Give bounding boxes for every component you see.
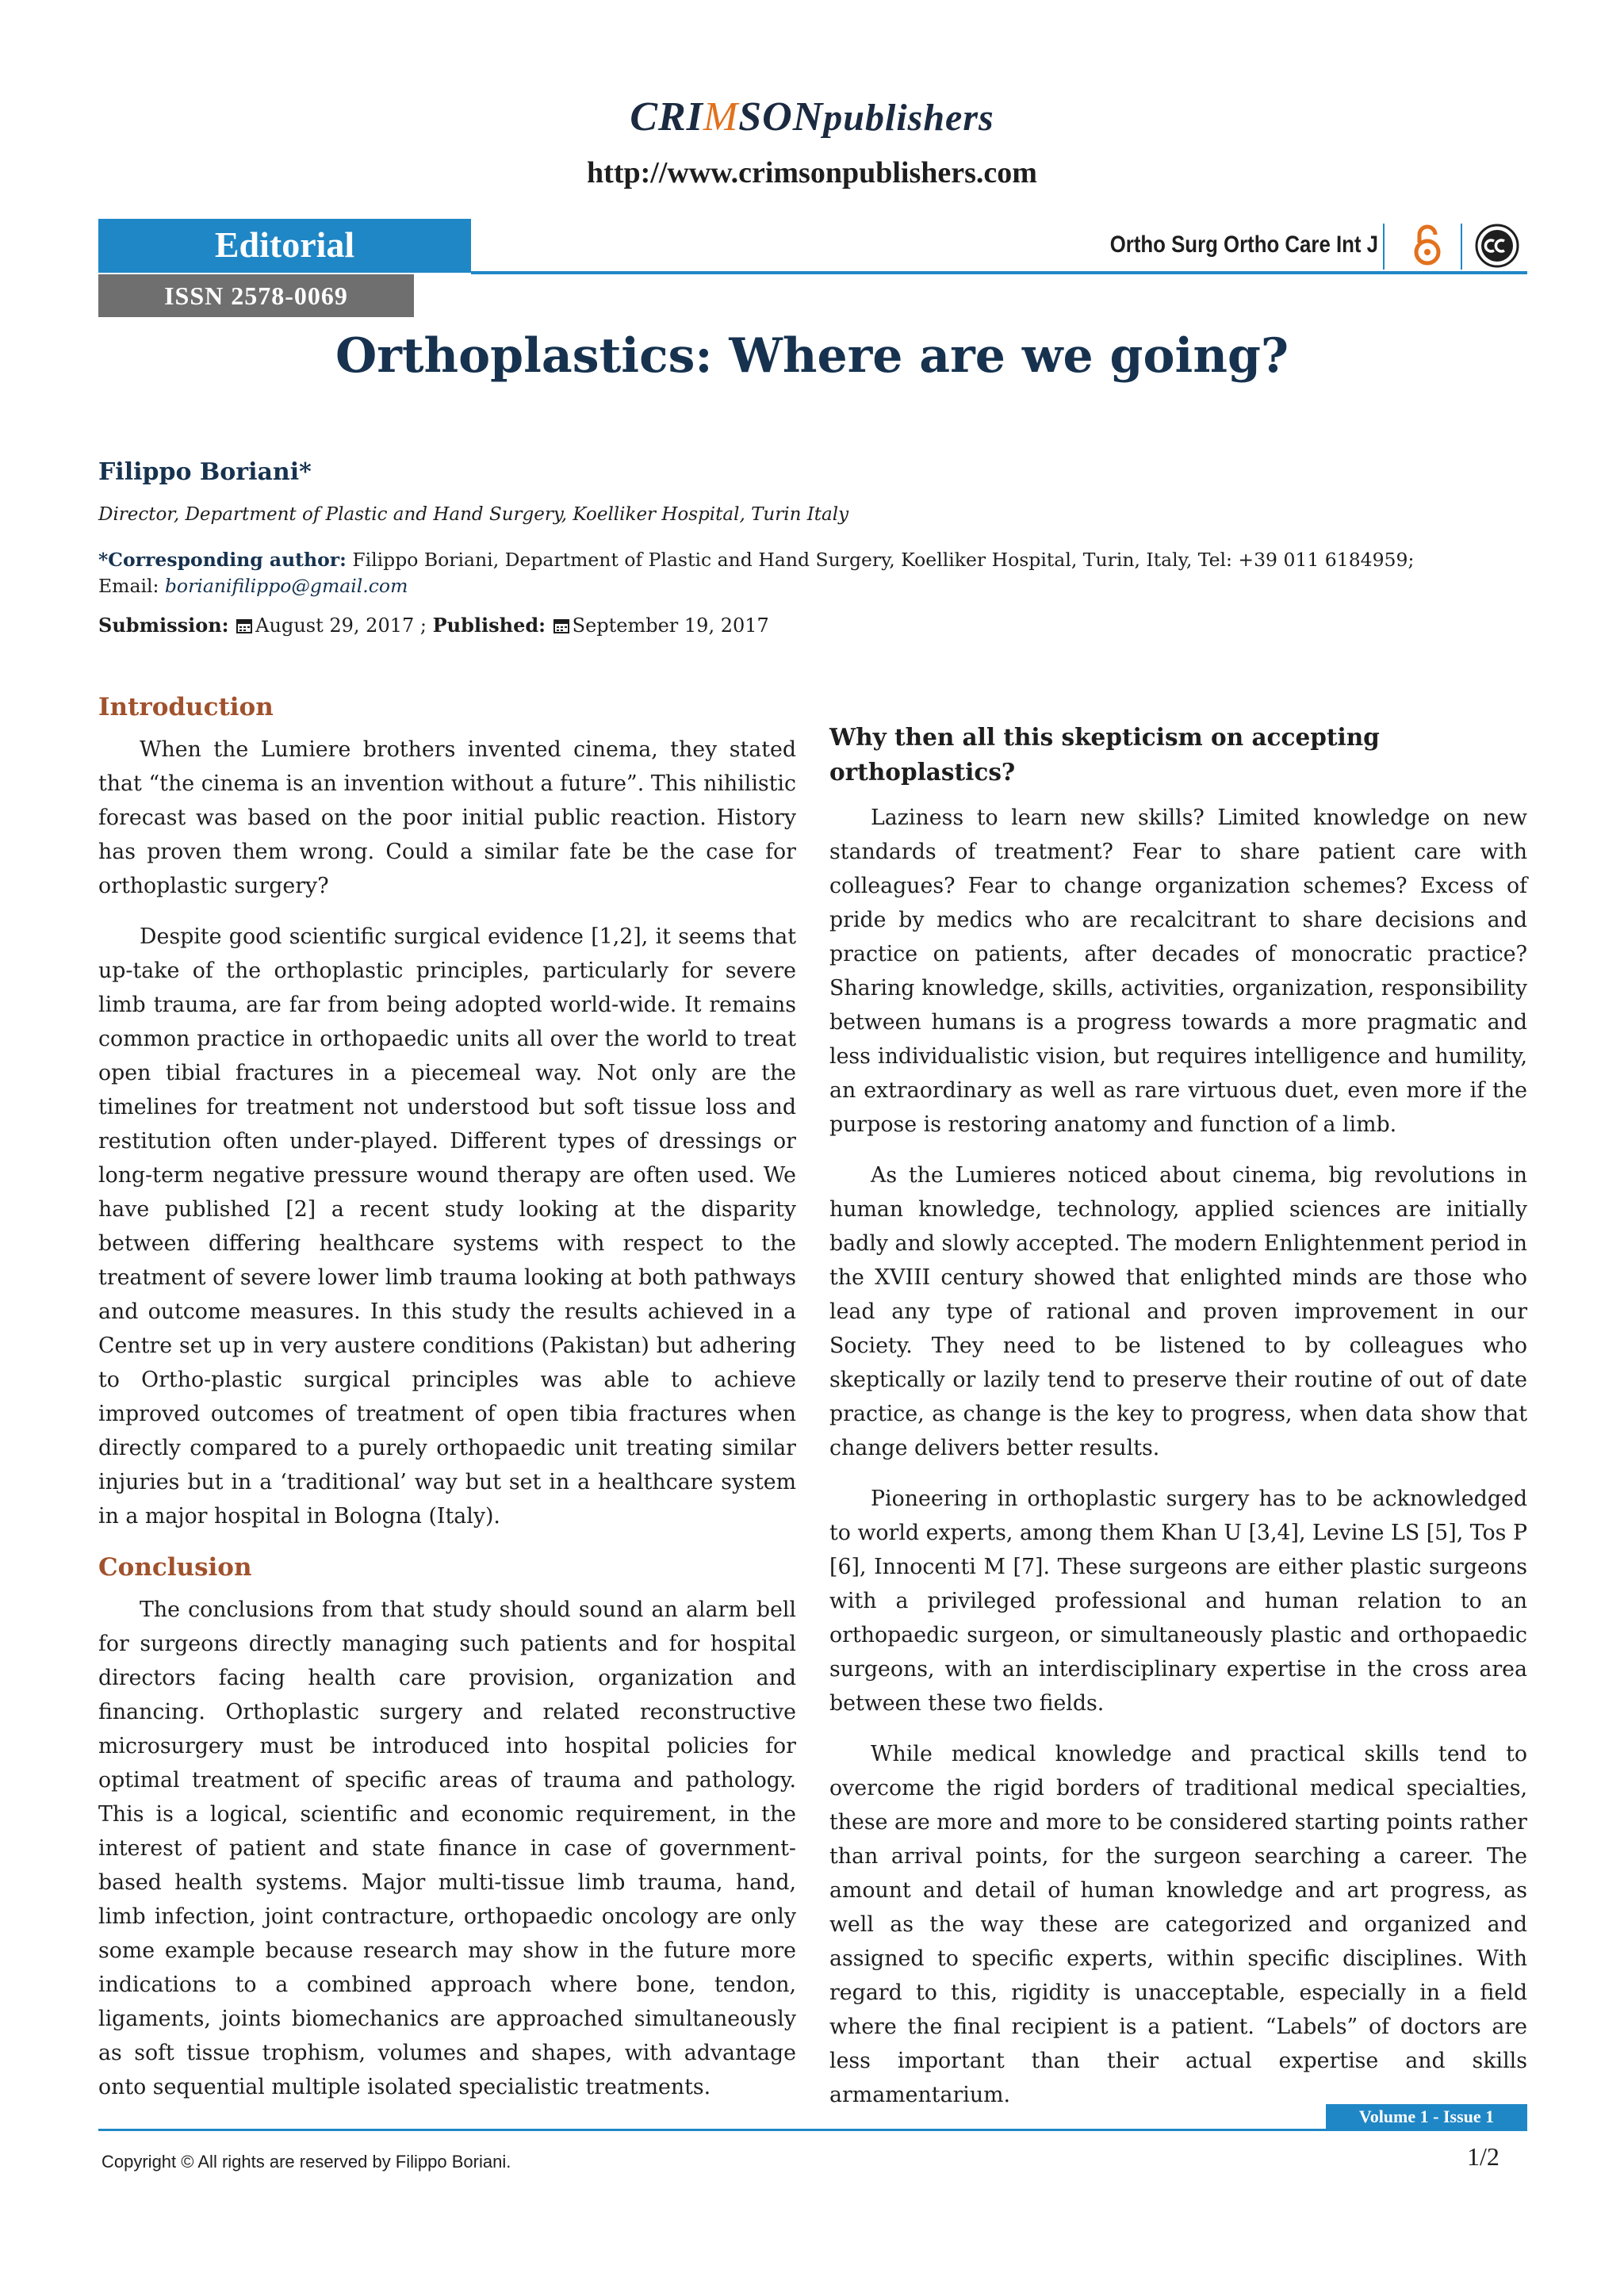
submission-date: August 29, 2017 [255,614,415,637]
date-separator: ; [414,614,433,637]
skepticism-paragraph-1: Laziness to learn new skills? Limited knowledge on new standards of treatment? Fear to share patient care with colleagues? Fear to change organization schemes? Excess of pride by medics who are recalcitrant to share decisions and practice on patients, after decades of monocratic practice? Sharing knowledge, skills, activities, organization, responsibility between humans is a progress towards a more pragmatic and less individualistic vision, but requires intelligence and humility, an extraordinary as well as rare virtuous duet, even more if the purpose is restoring anatomy and function of a limb. [829,806,1527,1137]
header-divider [471,271,1527,274]
introduction-heading: Introduction [98,693,274,721]
header-separator [1383,224,1385,270]
author-affiliation: Director, Department of Plastic and Hand Surgery, Koelliker Hospital, Turin Italy [98,504,849,525]
header-separator [1461,224,1462,270]
email-label: Email: [98,575,165,597]
left-column [98,690,796,2121]
brand-text-cri: CRI [630,94,703,140]
calendar-icon [236,618,252,633]
article-type-label: Editorial [98,219,471,273]
author-name: Filippo Boriani* [98,458,312,486]
published-date: September 19, 2017 [572,614,769,637]
article-title: Orthoplastics: Where are we going? [335,328,1289,384]
brand-text-son: SON [738,94,824,140]
publisher-logo [0,94,1624,140]
skepticism-paragraph-2: As the Lumieres noticed about cinema, big revolutions in human knowledge, technology, applied sciences are initially badly and slowly accepted. The modern Enlightenment period in the XVIII century showed that enlighted minds are those who lead any type of rational and proven improvement in our Society. They need to be listened to by colleagues who skeptically or lazily tend to preserve their routine of out of date practice, as change is the key to progress, when data show that change delivers better results. [829,1163,1527,1460]
skepticism-paragraph-3: Pioneering in orthoplastic surgery has to be acknowledged to world experts, among them Khan U [3,4], Levine LS [5], Tos P [6], Innocenti M [7]. These surgeons are either plastic surgeons with a privileged professional and human relation to an orthopaedic surgeon, or simultaneously plastic and orthopaedic surgeons, with an interdisciplinary expertise in the cross area between these two fields. [829,1487,1527,1716]
calendar-icon [553,618,569,633]
email-link[interactable]: borianifilippo@gmail.com [164,575,408,597]
dates-line [98,614,769,637]
copyright-notice: Copyright © All rights are reserved by Filippo Boriani. [102,2152,511,2172]
corresponding-author-block [98,547,1526,599]
creative-commons-icon[interactable] [1475,224,1519,268]
published-label: Published: [432,614,546,637]
skepticism-heading: Why then all this skepticism on accepting orthoplastics? [829,723,1380,786]
intro-paragraph-1: When the Lumiere brothers invented cinema, they stated that “the cinema is an invention without a future”. This nihilistic forecast was based on the poor initial public reaction. History has proven them wrong. Could a similar fate be the case for orthoplastic surgery? [98,737,796,898]
right-column [829,720,1527,2129]
submission-label: Submission: [98,614,229,637]
issn-label: ISSN 2578-0069 [98,274,414,317]
volume-issue-label: Volume 1 - Issue 1 [1326,2104,1527,2130]
corresponding-author-label: *Corresponding author: [98,549,347,571]
brand-text-m: M [703,94,739,140]
corresponding-author-details: Filippo Boriani, Department of Plastic and Hand Surgery, Koelliker Hospital, Turin, Italy, Tel: +39 011 6184959; [346,549,1415,571]
skepticism-paragraph-4: While medical knowledge and practical skills tend to overcome the rigid borders of traditional medical specialties, these are more and more to be considered starting points rather than arrival points, for the surgeon searching a career. The amount and detail of human knowledge and art progress, as well as the way these are categorized and organized and assigned to specific experts, within specific disciplines. With regard to this, rigidity is unacceptable, especially in a field where the final recipient is a patient. “Labels” of doctors are less important than their actual expertise and skills armamentarium. [829,1742,1527,2107]
page-number: 1/2 [1467,2142,1500,2171]
footer-divider [98,2129,1527,2131]
journal-abbreviation: Ortho Surg Ortho Care Int J [1109,232,1378,258]
open-access-icon[interactable] [1408,222,1446,268]
conclusion-paragraph-1: The conclusions from that study should sound an alarm bell for surgeons directly managing such patients and for hospital directors facing health care provision, organization and financing. Orthoplastic surgery and related reconstructive microsurgery must be introduced into hospital policies for optimal treatment of specific areas of trauma and pathology. This is a logical, scientific and economic requirement, in the interest of patient and state finance in case of government-based health systems. Major multi-tissue limb trauma, hand, limb infection, joint contracture, orthopaedic oncology are only some example because research may show in the future more indications to a combined approach where bone, tendon, ligaments, joints biomechanics are approached simultaneously as soft tissue trophism, volumes and shapes, with advantage onto sequential multiple isolated specialistic treatments. [98,1598,796,2099]
intro-paragraph-2: Despite good scientific surgical evidence [1,2], it seems that up-take of the orthoplastic principles, particularly for severe limb trauma, are far from being adopted world-wide. It remains common practice in orthopaedic units all over the world to treat open tibial fractures in a piecemeal way. Not only are the timelines for treatment not understood but soft tissue loss and restitution often under-played. Different types of dressings or long-term negative pressure wound therapy are often used. We have published [2] a recent study looking at the disparity between differing healthcare systems with respect to the treatment of severe lower limb trauma looking at both pathways and outcome measures. In this study the results achieved in a Centre set up in very austere conditions (Pakistan) but adhering to Ortho-plastic surgical principles was able to achieve improved outcomes of treatment of open tibia fractures when directly compared to a purely orthopaedic unit treating similar injuries but in a ‘traditional’ way but set in a healthcare system in a major hospital in Bologna (Italy). [98,924,796,1529]
brand-text-publishers: publishers [823,97,994,139]
conclusion-heading: Conclusion [98,1553,252,1582]
publisher-website-link[interactable]: http://www.crimsonpublishers.com [587,156,1037,189]
